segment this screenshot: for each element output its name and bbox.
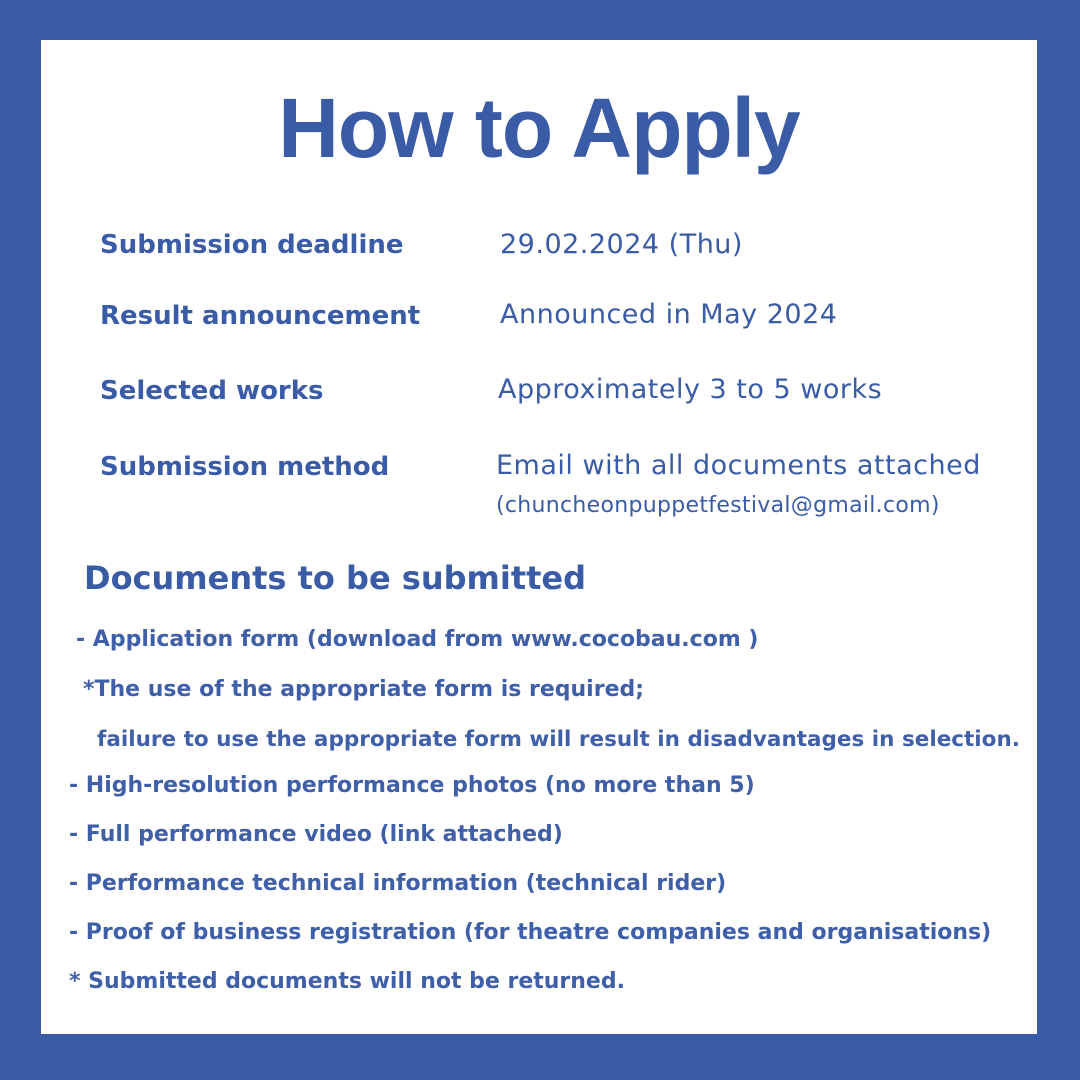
doc-line-not-returned: * Submitted documents will not be returned. <box>69 969 625 994</box>
info-label-announcement: Result announcement <box>100 301 421 331</box>
doc-line-form-required: *The use of the appropriate form is required; <box>83 677 645 702</box>
doc-line-business-registration: - Proof of business registration (for theatre companies and organisations) <box>69 920 992 945</box>
doc-line-application-form: - Application form (download from www.cocobau.com ) <box>76 627 759 652</box>
info-value-deadline: 29.02.2024 (Thu) <box>500 229 743 260</box>
doc-line-form-failure: failure to use the appropriate form will result in disadvantages in selection. <box>97 727 1020 752</box>
info-label-deadline: Submission deadline <box>100 230 404 260</box>
info-label-selected-works: Selected works <box>100 376 324 406</box>
info-value-selected-works: Approximately 3 to 5 works <box>498 374 883 405</box>
info-sub-email: (chuncheonpuppetfestival@gmail.com) <box>496 493 940 518</box>
info-value-method: Email with all documents attached <box>496 450 981 481</box>
documents-heading: Documents to be submitted <box>84 559 587 597</box>
content-card <box>41 40 1037 1034</box>
doc-line-technical-rider: - Performance technical information (technical rider) <box>69 871 727 896</box>
doc-line-photos: - High-resolution performance photos (no more than 5) <box>69 773 755 798</box>
page-title: How to Apply <box>278 81 800 175</box>
info-value-announcement: Announced in May 2024 <box>500 299 838 330</box>
info-label-method: Submission method <box>100 452 390 482</box>
doc-line-video: - Full performance video (link attached) <box>69 822 563 847</box>
